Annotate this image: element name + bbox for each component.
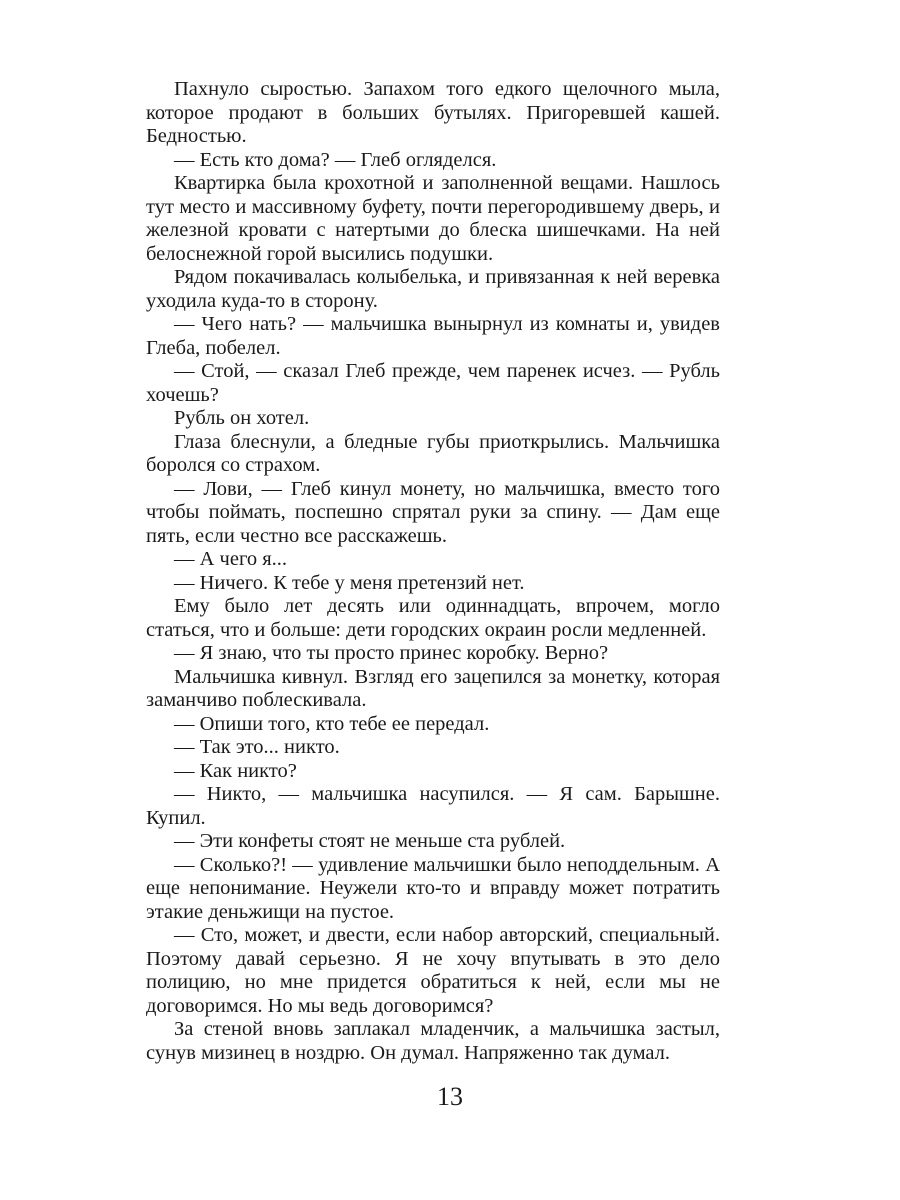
page-number: 13 bbox=[437, 1082, 463, 1111]
paragraph: — Эти конфеты стоят не меньше ста рублей. bbox=[174, 830, 566, 852]
paragraph: Рядом покачивалась колыбелька, и привязанная к ней веревка уходила куда-то в сторону. bbox=[146, 266, 720, 312]
paragraph: Ему было лет десять или одиннадцать, впрочем, могло статься, что и больше: дети городских окраин росли медленней. bbox=[146, 595, 720, 641]
paragraph: — Так это... никто. bbox=[174, 736, 340, 758]
paragraph: — Есть кто дома? — Глеб огляделся. bbox=[174, 148, 497, 171]
paragraph: — Я знаю, что ты просто принес коробку. Верно? bbox=[174, 642, 609, 664]
paragraph: Квартирка была крохотной и заполненной вещами. Нашлось тут место и массивному буфету, почти перегородившему дверь, и железной кровати с натертыми до блеска шишечками. На ней белоснежной горой высились подушки. bbox=[146, 172, 720, 265]
paragraph: — Сто, может, и двести, если набор авторский, специальный. Поэтому давай серьезно. Я не хочу впутывать в это дело полицию, но мне придется обратиться к ней, если мы не договоримся. Но мы ведь договоримся? bbox=[146, 924, 720, 1017]
paragraph: — Лови, — Глеб кинул монету, но мальчишка, вместо того чтобы поймать, поспешно спрятал руки за спину. — Дам еще пять, если честно все расскажешь. bbox=[146, 477, 720, 547]
paragraph: — Никто, — мальчишка насупился. — Я сам. Барышне. Купил. bbox=[146, 783, 720, 829]
paragraph: Пахнуло сыростью. Запахом того едкого щелочного мыла, которое продают в больших бутылях. Пригоревшей кашей. Бедностью. bbox=[146, 78, 720, 147]
paragraph: — Стой, — сказал Глеб прежде, чем паренек исчез. — Рубль хочешь? bbox=[146, 360, 720, 406]
paragraph: — Как никто? bbox=[174, 759, 297, 782]
paragraph: Рубль он хотел. bbox=[174, 407, 310, 429]
paragraph: Мальчишка кивнул. Взгляд его зацепился за монетку, которая заманчиво поблескивала. bbox=[146, 665, 720, 711]
paragraph: — Чего нать? — мальчишка вынырнул из комнаты и, увидев Глеба, побелел. bbox=[146, 313, 720, 359]
paragraph: Глаза блеснули, а бледные губы приоткрылись. Мальчишка боролся со страхом. bbox=[146, 430, 720, 476]
paragraph: — Ничего. К тебе у меня претензий нет. bbox=[174, 571, 525, 594]
paragraph: — А чего я... bbox=[174, 548, 288, 570]
body-text bbox=[146, 78, 720, 1065]
paragraph: За стеной вновь заплакал младенчик, а мальчишка застыл, сунув мизинец в ноздрю. Он думал. Напряженно так думал. bbox=[146, 1018, 720, 1064]
paragraph: — Опиши того, кто тебе ее передал. bbox=[174, 712, 490, 735]
paragraph: — Сколько?! — удивление мальчишки было неподдельным. А еще непонимание. Неужели кто-то и вправду может потратить этакие деньжищи на пустое. bbox=[146, 853, 720, 923]
